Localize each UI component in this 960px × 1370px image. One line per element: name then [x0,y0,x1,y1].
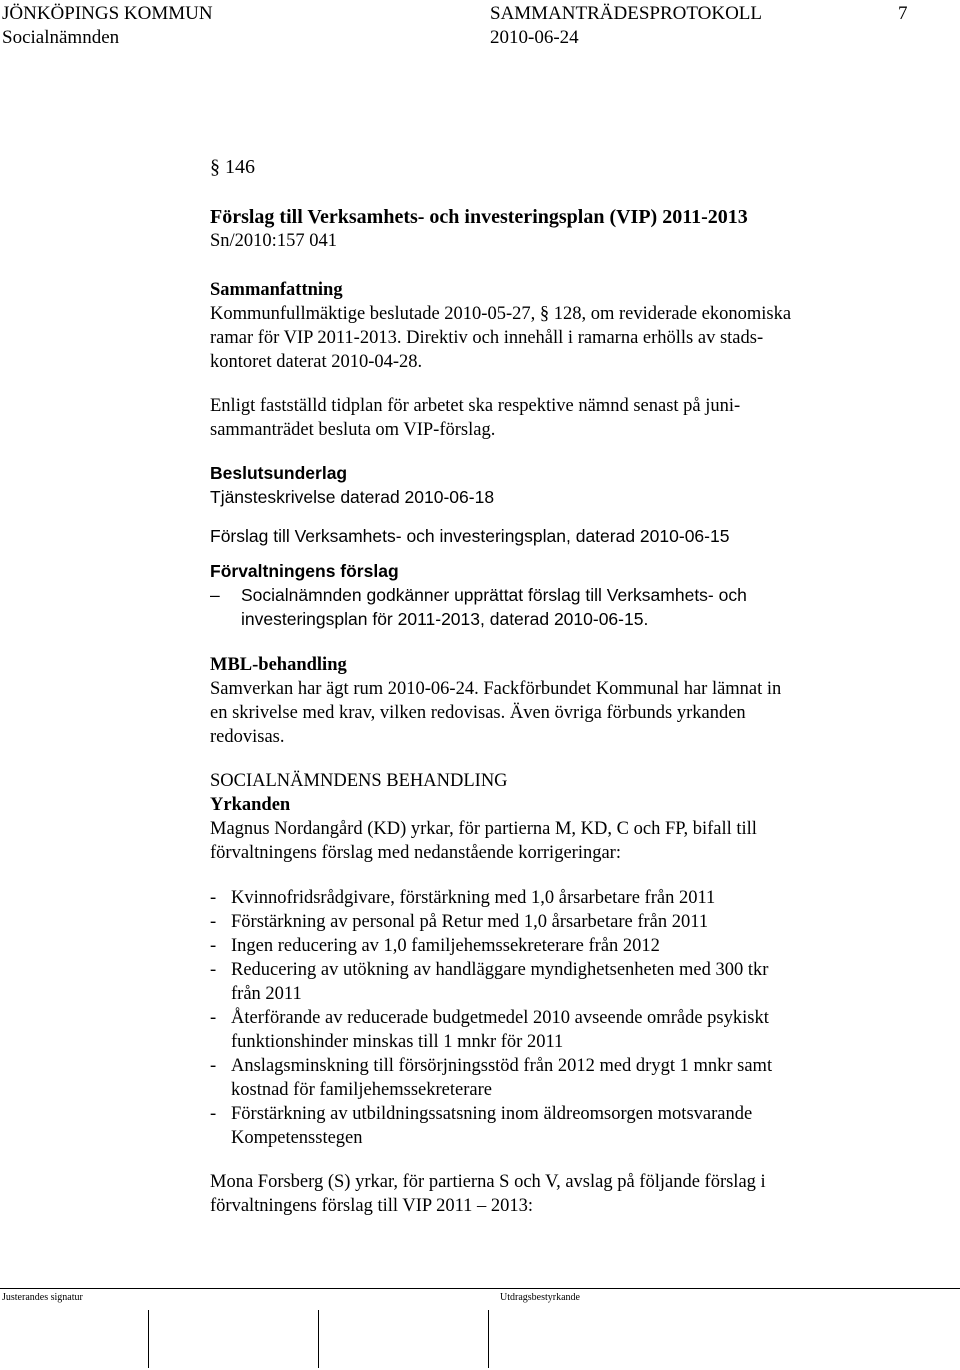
summary-paragraph-2 [210,394,860,442]
mbl-line: redovisas. [210,727,285,747]
case-number: Sn/2010:157 041 [210,231,337,251]
summary-line: kontoret daterat 2010-04-28. [210,352,423,372]
footer-divider [0,1288,960,1289]
admin-proposal-item [210,583,860,631]
mbl-heading: MBL-behandling [210,655,347,675]
decision-basis-item: Tjänsteskrivelse daterad 2010-06-18 [210,487,495,507]
list-item [210,934,860,958]
list-item-line: Kompetensstegen [231,1128,363,1148]
mbl-section [210,653,860,749]
list-item-line: Anslagsminskning till försörjningsstöd från 2012 med drygt 1 mnkr samt [231,1056,773,1076]
list-marker: - [210,912,217,932]
paragraph-number: § 146 [210,156,255,178]
list-item [210,1102,860,1150]
counter-motion [210,1170,860,1218]
organization-name: JÖNKÖPINGS KOMMUN [2,3,213,24]
decision-basis-item: Förslag till Verksamhets- och investeringsplan, daterad 2010-06-15 [210,526,730,546]
committee-section [210,769,860,865]
list-item [210,1054,860,1102]
list-item [210,958,860,1006]
list-item-line: kostnad för familjehemssekreterare [231,1080,492,1100]
admin-proposal-line: Socialnämnden godkänner upprättat förslag till Verksamhets- och [241,585,747,605]
list-item-line: Kvinnofridsrådgivare, förstärkning med 1,0 årsarbetare från 2011 [231,888,716,908]
motions-heading: Yrkanden [210,795,291,815]
decision-basis-heading: Beslutsunderlag [210,463,348,483]
item-title: Förslag till Verksamhets- och investeringsplan (VIP) 2011-2013 [210,206,748,228]
list-marker: - [210,960,217,980]
extract-certification-label: Utdragsbestyrkande [500,1292,580,1303]
summary-section [210,278,860,374]
motion-intro-line: Magnus Nordangård (KD) yrkar, för partierna M, KD, C och FP, bifall till [210,819,757,839]
list-marker: - [210,1104,217,1124]
counter-motion-line: Mona Forsberg (S) yrkar, för partierna S och V, avslag på följande förslag i [210,1172,766,1192]
list-item [210,886,860,910]
page-number: 7 [898,3,908,24]
dash-marker: – [210,585,220,605]
list-item-line: funktionshinder minskas till 1 mnkr för 2011 [231,1032,564,1052]
committee-heading: SOCIALNÄMNDENS BEHANDLING [210,771,508,791]
summary-heading: Sammanfattning [210,280,343,300]
motion-intro-line: förvaltningens förslag med nedanstående korrigeringar: [210,843,621,863]
summary-line: ramar för VIP 2011-2013. Direktiv och innehåll i ramarna erhölls av stads- [210,328,764,348]
list-marker: - [210,888,217,908]
list-marker: - [210,1008,217,1028]
list-item-line: Ingen reducering av 1,0 familjehemssekreterare från 2012 [231,936,660,956]
summary-line: Enligt fastställd tidplan för arbetet ska respektive nämnd senast på juni- [210,396,741,416]
meeting-date: 2010-06-24 [490,27,579,48]
adjuster-signature-label: Justerandes signatur [2,1292,83,1303]
list-marker: - [210,936,217,956]
mbl-line: en skrivelse med krav, vilken redovisas. Även övriga förbunds yrkanden [210,703,746,723]
signature-box-divider [148,1310,149,1368]
summary-line: Kommunfullmäktige beslutade 2010-05-27, § 128, om reviderade ekonomiska [210,304,792,324]
signature-box-divider [488,1310,489,1368]
list-marker: - [210,1056,217,1076]
list-item-line: Reducering av utökning av handläggare myndighetsenheten med 300 tkr [231,960,769,980]
list-item [210,1006,860,1054]
mbl-line: Samverkan har ägt rum 2010-06-24. Fackförbundet Kommunal har lämnat in [210,679,782,699]
list-item-line: Förstärkning av utbildningssatsning inom äldreomsorgen motsvarande [231,1104,753,1124]
list-item-line: från 2011 [231,984,302,1004]
department-name: Socialnämnden [2,27,120,48]
list-item [210,910,860,934]
admin-proposal-heading: Förvaltningens förslag [210,561,399,581]
document-type: SAMMANTRÄDESPROTOKOLL [490,3,763,24]
decision-basis-section [210,461,860,548]
list-item-line: Återförande av reducerade budgetmedel 2010 avseende område psykiskt [231,1008,769,1028]
admin-proposal-line: investeringsplan för 2011-2013, daterad 2010-06-15. [241,609,649,629]
item-title-block [210,205,860,253]
admin-proposal-section [210,559,860,631]
list-item-line: Förstärkning av personal på Retur med 1,0 årsarbetare från 2011 [231,912,709,932]
signature-box-divider [318,1310,319,1368]
summary-line: sammanträdet besluta om VIP-förslag. [210,420,496,440]
counter-motion-line: förvaltningens förslag till VIP 2011 – 2013: [210,1196,534,1216]
correction-list [210,886,860,1150]
